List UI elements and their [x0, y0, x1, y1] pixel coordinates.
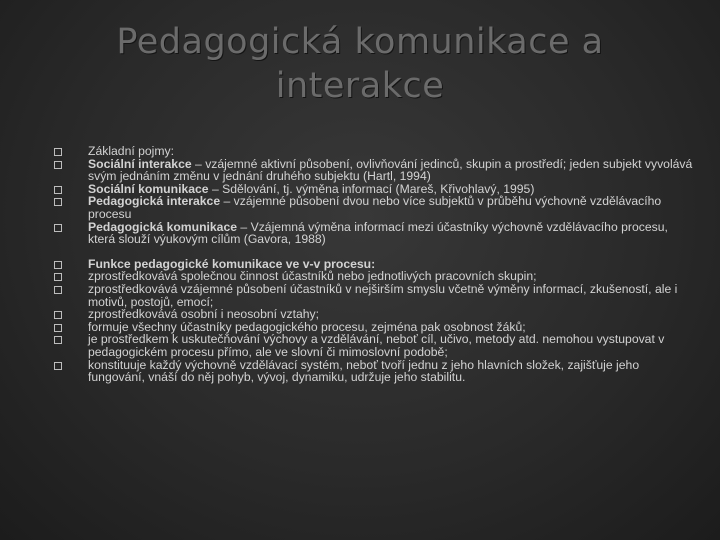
square-bullet-icon [54, 261, 62, 269]
list-item-term: Funkce pedagogické komunikace ve v-v procesu: [88, 256, 376, 271]
square-bullet-icon [54, 286, 62, 294]
list-item-text: je prostředkem k uskutečňování výchovy a vzdělávání, neboť cíl, učivo, metody atd. nemohou vystupovat v pedagogickém procesu přímo, ale ve slovní či mimoslovní podobě; [88, 332, 665, 359]
list-item [54, 195, 694, 220]
slide-content [54, 145, 694, 384]
list-item [54, 359, 694, 384]
square-bullet-icon [54, 324, 62, 332]
list-item-term: Sociální interakce [88, 156, 192, 171]
list-item-term: Sociální komunikace [88, 181, 209, 196]
list-item-text: zprostředkovává vzájemné působení účastníků v nejširším smyslu včetně výměny informací, zkušeností, ale i motivů, postojů, emocí; [88, 281, 678, 309]
list-item [54, 283, 694, 308]
square-bullet-icon [54, 336, 62, 344]
title-line-1: Pedagogická komunikace a [116, 22, 604, 62]
title-line-2: interakce [275, 66, 445, 106]
list-item-text: zprostředkovává společnou činnost účastníků nebo jednotlivých pracovních skupin; [88, 269, 537, 284]
list-item-text: formuje všechny účastníky pedagogického procesu, zejména pak osobnost žáků; [88, 319, 526, 334]
square-bullet-icon [54, 273, 62, 281]
list-item-text: – vzájemné působení dvou nebo více subjektů v průběhu výchovně vzdělávacího procesu [88, 194, 662, 221]
list-item-text: zprostředkovává osobní i neosobní vztahy; [88, 307, 320, 322]
list-item-term: Pedagogická interakce [88, 194, 221, 209]
square-bullet-icon [54, 186, 62, 194]
list-item-term: Pedagogická komunikace [88, 219, 238, 234]
list-item-text: konstituuje každý výchovně vzdělávací systém, neboť tvoří jednu z jeho hlavních složek, zajišťuje jeho fungování, vnáší do něj pohyb, vývoj, dynamiku, udržuje jeho stabilitu. [88, 357, 640, 385]
list-item-text: – Sdělování, tj. výměna informací (Mareš, Křivohlavý, 1995) [208, 181, 535, 196]
square-bullet-icon [54, 148, 62, 156]
square-bullet-icon [54, 198, 62, 206]
list-item [54, 158, 694, 183]
square-bullet-icon [54, 161, 62, 169]
list-item [54, 221, 694, 246]
page-title [0, 20, 720, 108]
square-bullet-icon [54, 362, 62, 370]
list-item-text: – Vzájemná výměna informací mezi účastníky výchovně vzdělávacího procesu, která slouží výukovým cílům (Gavora, 1988) [88, 219, 668, 247]
square-bullet-icon [54, 224, 62, 232]
list-item-text: – vzájemné aktivní působení, ovlivňování jedinců, skupin a prostředí; jeden subjekt vyvolává svým jednáním změnu v jednání druhého subjektu (Hartl, 1994) [88, 156, 693, 184]
square-bullet-icon [54, 311, 62, 319]
list-item [54, 333, 694, 358]
list-item-text: Základní pojmy: [88, 144, 175, 158]
